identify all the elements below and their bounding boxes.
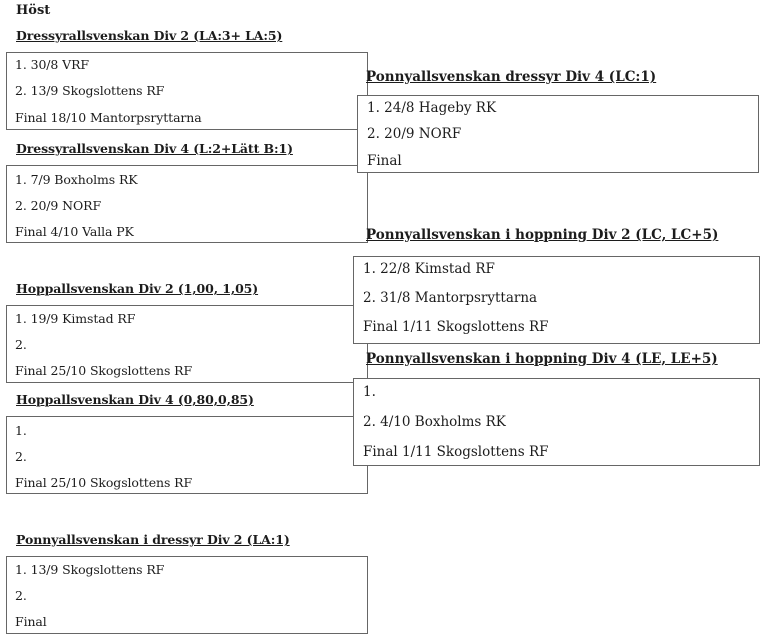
schedule-row: 1. 13/9 Skogslottens RF (15, 562, 165, 577)
schedule-box (353, 256, 760, 344)
section-title: Ponnyallsvenskan i dressyr Div 2 (LA:1) (16, 532, 290, 547)
season-heading: Höst (16, 3, 51, 18)
schedule-section (16, 392, 368, 492)
schedule-row: Final 25/10 Skogslottens RF (15, 363, 193, 378)
schedule-row: Final 25/10 Skogslottens RF (15, 475, 193, 490)
schedule-row: 1. 24/8 Hageby RK (367, 100, 497, 116)
schedule-section (16, 28, 368, 128)
section-title: Hoppallsvenskan Div 4 (0,80,0,85) (16, 392, 254, 407)
section-title: Dressyrallsvenskan Div 2 (LA:3+ LA:5) (16, 28, 283, 43)
section-title: Hoppallsvenskan Div 2 (1,00, 1,05) (16, 281, 259, 296)
section-title: Ponnyallsvenskan i hoppning Div 2 (LC, LC+5) (366, 227, 719, 243)
schedule-box (6, 165, 368, 243)
schedule-row: 1. 22/8 Kimstad RF (363, 261, 495, 277)
schedule-row: Final 18/10 Mantorpsryttarna (15, 110, 202, 125)
schedule-box (6, 305, 368, 383)
section-title: Dressyrallsvenskan Div 4 (L:2+Lätt B:1) (16, 141, 293, 156)
schedule-row: 2. 13/9 Skogslottens RF (15, 83, 165, 98)
schedule-box (6, 416, 368, 494)
schedule-row: 2. (15, 588, 27, 603)
schedule-row: 2. 4/10 Boxholms RK (363, 414, 506, 430)
schedule-row: Final 1/11 Skogslottens RF (363, 319, 549, 335)
schedule-row: Final 1/11 Skogslottens RF (363, 444, 549, 460)
schedule-section (363, 351, 758, 466)
schedule-box (353, 378, 760, 466)
schedule-row: 2. (15, 337, 27, 352)
schedule-box (6, 556, 368, 634)
section-title: Ponnyallsvenskan i hoppning Div 4 (LE, LE+5) (366, 351, 718, 367)
schedule-row: 1. 30/8 VRF (15, 57, 89, 72)
schedule-row: 2. 20/9 NORF (15, 198, 102, 213)
schedule-box (6, 52, 368, 130)
schedule-box (357, 95, 759, 173)
schedule-row: 1. (363, 384, 376, 400)
schedule-row: 2. 20/9 NORF (367, 126, 462, 142)
schedule-section (16, 532, 368, 632)
schedule-row: 1. 7/9 Boxholms RK (15, 172, 138, 187)
schedule-row: Final (15, 614, 47, 629)
schedule-row: Final 4/10 Valla PK (15, 224, 134, 239)
schedule-row: Final (367, 153, 402, 169)
schedule-row: 1. 19/9 Kimstad RF (15, 311, 136, 326)
schedule-row: 2. 31/8 Mantorpsryttarna (363, 290, 538, 306)
schedule-section (16, 141, 368, 241)
schedule-section (16, 281, 368, 381)
schedule-row: 1. (15, 423, 27, 438)
section-title: Ponnyallsvenskan dressyr Div 4 (LC:1) (366, 69, 657, 85)
schedule-section (363, 227, 758, 342)
schedule-section (366, 69, 758, 172)
schedule-row: 2. (15, 449, 27, 464)
